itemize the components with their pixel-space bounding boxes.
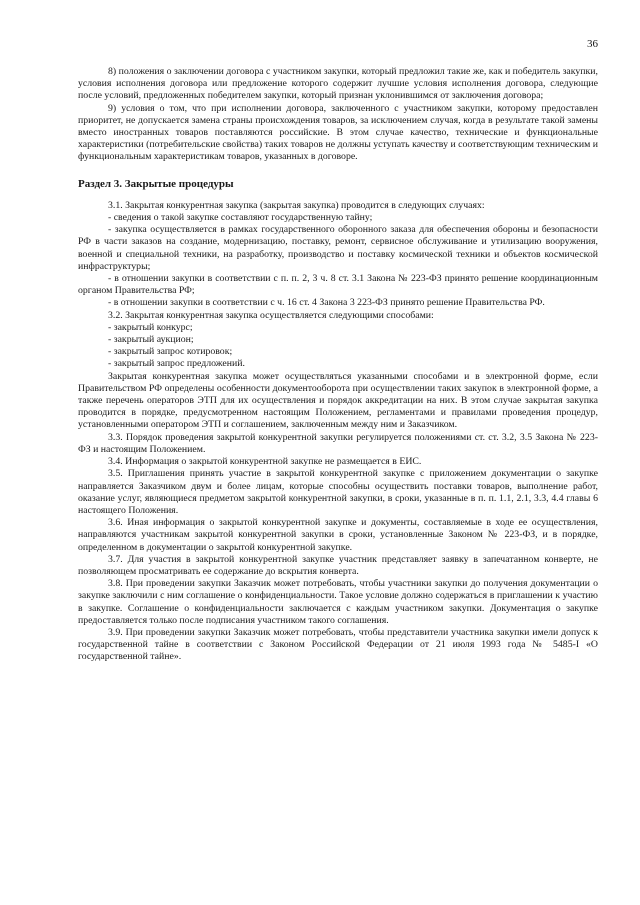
clause-3-6: 3.6. Иная информация о закрытой конкурентной закупке и документы, составляемые в ходе ее осуществления, направляются участникам закрытой конкурентной закупки в сроки, установленные Законом № 223-ФЗ, и в порядке, определенном в документации о закрытой конкурентной закупке. [78,517,598,553]
paragraph-8: 8) положения о заключении договора с участником закупки, который предложил такие же, как и победитель закупки, условия исполнения договора или предложение которого содержит лучшие условия исполнения договора, следующие после условий, предложенных победителем закупки, который признан уклонившимся от заключения договора; [78,66,598,102]
clause-3-1-item: - закупка осуществляется в рамках государственного оборонного заказа для обеспечения обороны и безопасности РФ в части заказов на создание, модернизацию, поставку, ремонт, сервисное обслуживание и утилизацию вооружения, военной и специальной техники, на разработку, производство и поставку космической техники и объектов космической инфраструктуры; [78,224,598,272]
document-body [78,66,598,664]
clause-3-1-item: - в отношении закупки в соответствии с ч. 16 ст. 4 Закона 3 223-ФЗ принято решение Правительства РФ. [108,297,545,309]
page-number: 36 [587,38,598,50]
clause-3-1: 3.1. Закрытая конкурентная закупка (закрытая закупка) проводится в следующих случаях: [108,199,485,211]
clause-3-2-item: - закрытый аукцион; [108,334,194,346]
clause-3-2-item: - закрытый запрос предложений. [108,358,245,370]
clause-3-3: 3.3. Порядок проведения закрытой конкурентной закупки регулируется положениями ст. ст. 3.2, 3.5 Закона № 223-ФЗ и настоящим Положением. [78,431,598,455]
clause-3-8: 3.8. При проведении закупки Заказчик может потребовать, чтобы участники закупки до получения документации о закупке заключили с ним соглашение о конфиденциальности. Такое условие должно содержаться в приглашении к участию в закупке. Соглашение о конфиденциальности заключается с каждым участником закупки. Документация о закупке предоставляется только после подписания участником такого соглашения. [78,578,598,626]
clause-3-5: 3.5. Приглашения принять участие в закрытой конкурентной закупке с приложением документации о закупке направляется Заказчиком двум и более лицам, которые способны осуществить поставки товаров, выполнение работ, оказание услуг, являющиеся предметом закрытой конкурентной закупки, в сроки, указанные в п. п. 1.1, 2.1, 3.3, 4.4 главы 6 настоящего Положения. [78,468,598,516]
clause-3-2-note: Закрытая конкурентная закупка может осуществляться указанными способами и в электронной форме, если Правительством РФ определены особенности документооборота при осуществлении таких закупок в электронной форме, а также перечень операторов ЭТП для их осуществления и порядок аккредитации на них. В этом случае закрытая закупка проводится в порядке, предусмотренном настоящим Положением, регламентами и правилами проведения процедур, установленными оператором ЭТП и соглашением, заключенным между ним и Заказчиком. [78,370,598,431]
clause-3-7: 3.7. Для участия в закрытой конкурентной закупке участник представляет заявку в запечатанном конверте, не позволяющем просматривать ее содержание до вскрытия конверта. [78,553,598,577]
section-title: Раздел 3. Закрытые процедуры [78,177,234,190]
clause-3-2-item: - закрытый конкурс; [108,321,193,333]
clause-3-1-item: - сведения о такой закупке составляют государственную тайну; [108,212,373,224]
clause-3-2: 3.2. Закрытая конкурентная закупка осуществляется следующими способами: [108,309,434,321]
paragraph-9: 9) условия о том, что при исполнении договора, заключенного с участником закупки, которому предоставлен приоритет, не допускается замена страны происхождения товаров, за исключением случая, когда в результате такой замены вместо иностранных товаров поставляются российские. В этом случае качество, технические и функциональные характеристики (потребительские свойства) таких товаров не должны уступать качеству и соответствующим техническим и функциональным характеристикам товаров, указанных в договоре. [78,102,598,163]
clause-3-4: 3.4. Информация о закрытой конкурентной закупке не размещается в ЕИС. [108,456,422,468]
clause-3-2-item: - закрытый запрос котировок; [108,346,233,358]
clause-3-1-item: - в отношении закупки в соответствии с п. п. 2, 3 ч. 8 ст. 3.1 Закона № 223-ФЗ принято решение координационным органом Правительства РФ; [78,273,598,297]
clause-3-9: 3.9. При проведении закупки Заказчик может потребовать, чтобы представители участника закупки имели допуск к государственной тайне в соответствии с Законом Российской Федерации от 21 июля 1993 года № 5485-I «О государственной тайне». [78,626,598,663]
